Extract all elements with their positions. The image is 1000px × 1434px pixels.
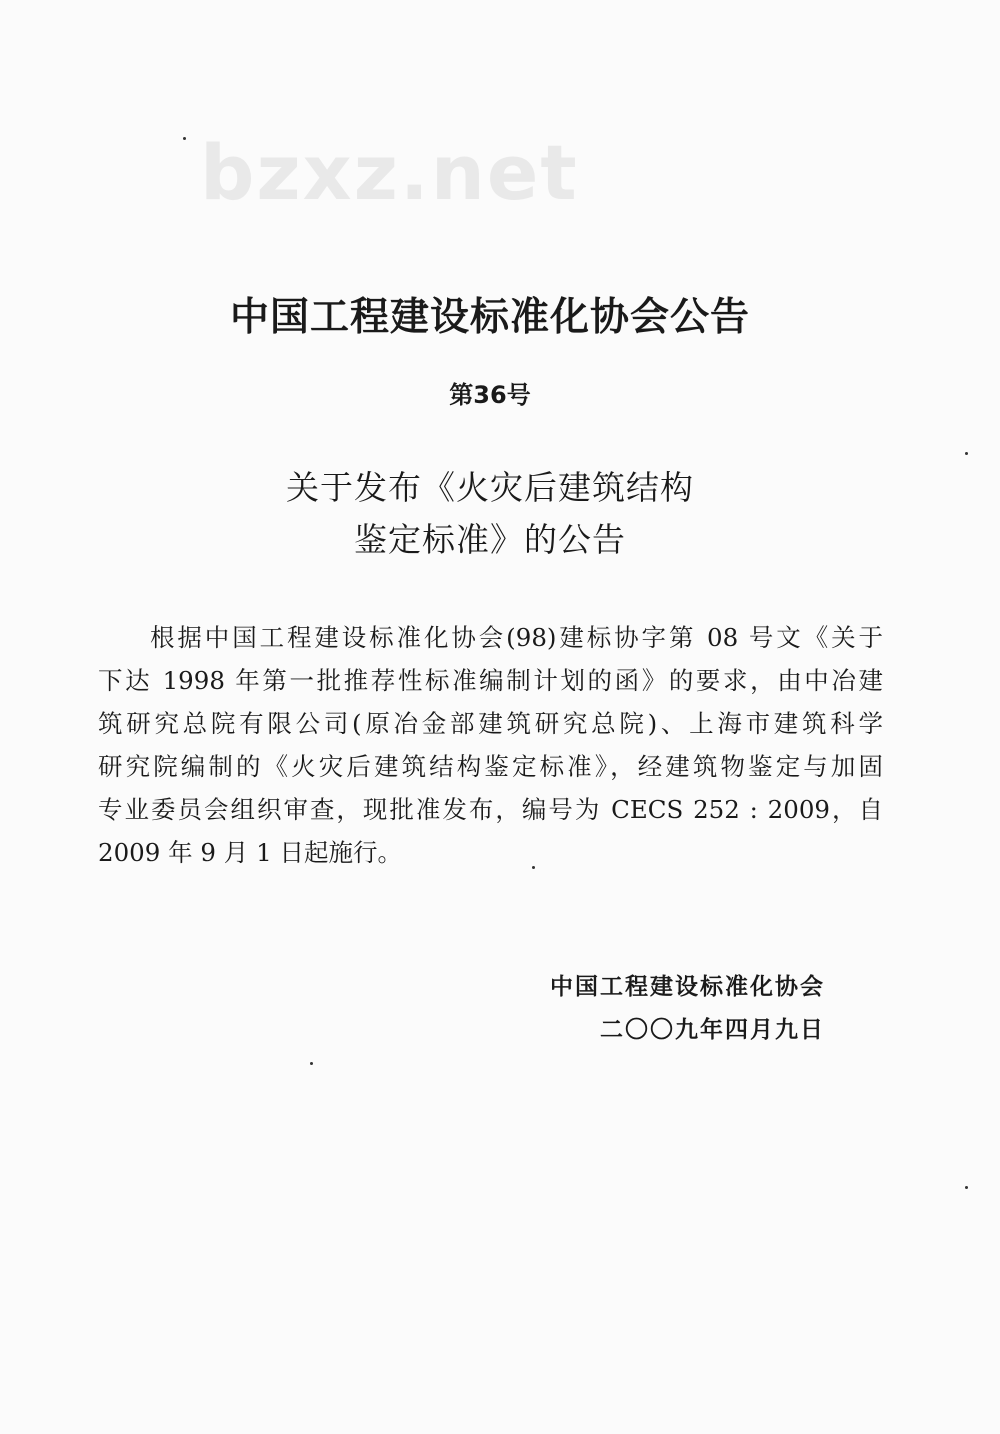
scan-speck <box>310 1062 313 1065</box>
body-line: 研究院编制的《火灾后建筑结构鉴定标准》，经建筑物鉴定与加固 <box>98 752 883 781</box>
body-line: 专业委员会组织审查，现批准发布，编号为 CECS 252 : 2009，自 <box>98 795 883 824</box>
page-title: 中国工程建设标准化协会公告 <box>229 295 750 340</box>
announcement-number: 第36号 <box>449 381 531 409</box>
subtitle-line-2: 鉴定标准》的公告 <box>354 520 626 559</box>
body-line: 2009 年 9 月 1 日起施行。 <box>98 838 402 867</box>
subtitle-line-1: 关于发布《火灾后建筑结构 <box>286 468 694 507</box>
scan-speck <box>965 452 968 455</box>
signature-org: 中国工程建设标准化协会 <box>550 974 825 1000</box>
scan-speck <box>965 1186 968 1189</box>
body-line: 下达 1998 年第一批推荐性标准编制计划的函》的要求，由中冶建 <box>98 666 883 695</box>
body-line: 筑研究总院有限公司(原冶金部建筑研究总院)、上海市建筑科学 <box>98 709 883 738</box>
body-line: 根据中国工程建设标准化协会(98)建标协字第 08 号文《关于 <box>150 623 883 652</box>
scan-speck <box>183 137 186 140</box>
watermark: bzxz.net <box>200 128 579 217</box>
signature-date: 二〇〇九年四月九日 <box>600 1017 825 1043</box>
scan-speck <box>532 866 535 869</box>
